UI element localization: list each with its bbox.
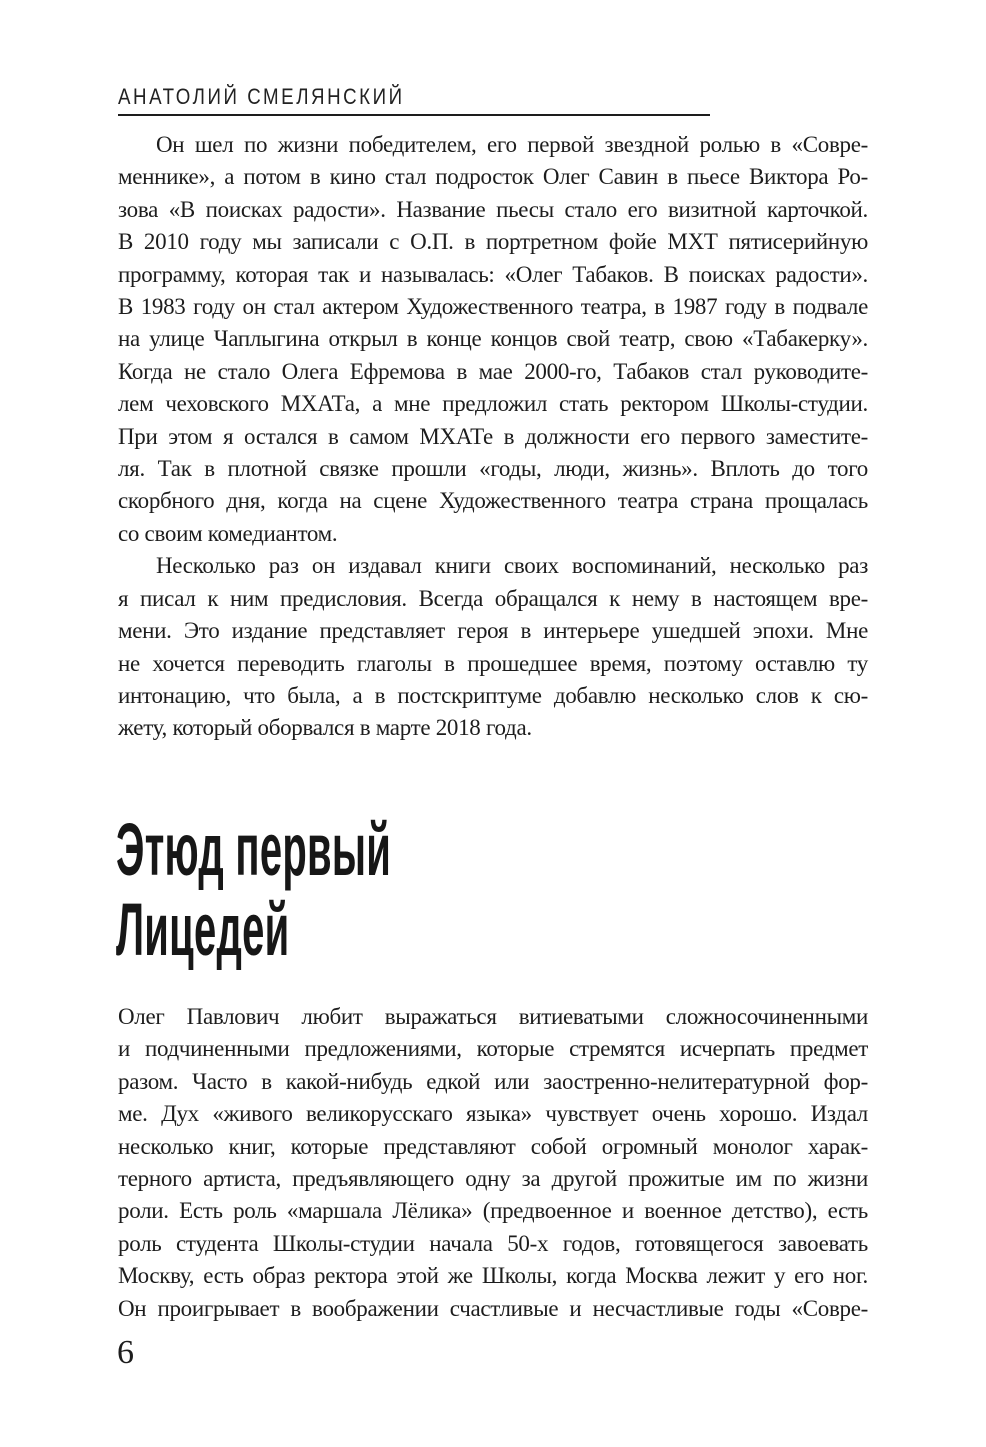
text-line: мени. Это издание представляет героя в интерьере ушедшей эпохи. Мне — [118, 618, 868, 644]
text-line: Несколько раз он издавал книги своих воспоминаний, несколько раз — [156, 553, 868, 579]
text-line: я писал к ним предисловия. Всегда обращался к нему в настоящем вре- — [118, 585, 868, 611]
text-line: на улице Чаплыгина открыл в конце концов свой театр, свою «Табакерку». — [118, 326, 868, 352]
text-line: ме. Дух «живого великорусскаго языка» чувствует очень хорошо. Издал — [118, 1101, 868, 1127]
text-line: интонацию, что была, а в постскриптуме добавлю несколько слов к сю- — [118, 682, 868, 708]
header-rule — [118, 114, 710, 116]
text-line: роль студента Школы-студии начала 50-х годов, готовящегося завоевать — [118, 1230, 868, 1256]
chapter-heading-line-2: Лицедей — [116, 888, 290, 971]
text-line: жету, который оборвался в марте 2018 года. — [118, 715, 532, 741]
text-line: меннике», а потом в кино стал подросток Олег Савин в пьесе Виктора Ро- — [118, 164, 868, 190]
text-line: лем чеховского МХАТа, а мне предложил стать ректором Школы-студии. — [118, 391, 868, 417]
text-line: роли. Есть роль «маршала Лёлика» (предвоенное и военное детство), есть — [118, 1198, 868, 1224]
text-line: со своим комедиантом. — [118, 520, 338, 546]
text-line: Москву, есть образ ректора этой же Школы, когда Москва лежит у его ног. — [118, 1263, 868, 1289]
text-line: не хочется переводить глаголы в прошедшее время, поэтому оставлю ту — [118, 650, 868, 676]
text-line: терного артиста, предъявляющего одну за другой прожитые им по жизни — [118, 1166, 868, 1192]
chapter-heading-line-1: Этюд первый — [116, 808, 392, 891]
text-line: программу, которая так и называлась: «Олег Табаков. В поисках радости». — [118, 261, 868, 287]
text-line: В 1983 году он стал актером Художественного театра, в 1987 году в подвале — [118, 294, 868, 320]
text-line: В 2010 году мы записали с О.П. в портретном фойе МХТ пятисерийную — [118, 229, 868, 255]
text-line: Когда не стало Олега Ефремова в мае 2000-го, Табаков стал руководите- — [118, 358, 868, 384]
text-line: Он шел по жизни победителем, его первой звездной ролью в «Совре- — [156, 132, 868, 157]
text-line: ля. Так в плотной связке прошли «годы, люди, жизнь». Вплоть до того — [118, 456, 868, 482]
intro-paragraphs — [118, 129, 868, 745]
text-line: несколько книг, которые представляют собой огромный монолог харак- — [118, 1133, 868, 1159]
body-paragraphs — [118, 1001, 868, 1325]
text-line: и подчиненными предложениями, которые стремятся исчерпать предмет — [118, 1036, 868, 1062]
text-line: разом. Часто в какой-нибудь едкой или заостренно-нелитературной фор- — [118, 1068, 868, 1094]
text-line: зова «В поисках радости». Название пьесы стало его визитной карточкой. — [118, 196, 868, 222]
text-line: Олег Павлович любит выражаться витиеватыми сложносочиненными — [118, 1004, 868, 1029]
text-line: Он проигрывает в воображении счастливые и несчастливые годы «Совре- — [118, 1295, 868, 1321]
text-line: скорбного дня, когда на сцене Художественного театра страна прощалась — [118, 488, 868, 514]
author-header: АНАТОЛИЙ СМЕЛЯНСКИЙ — [118, 84, 405, 109]
chapter-heading — [116, 810, 625, 970]
text-line: При этом я остался в самом МХАТе в должности его первого заместите- — [118, 423, 868, 449]
page-number: 6 — [117, 1334, 134, 1371]
